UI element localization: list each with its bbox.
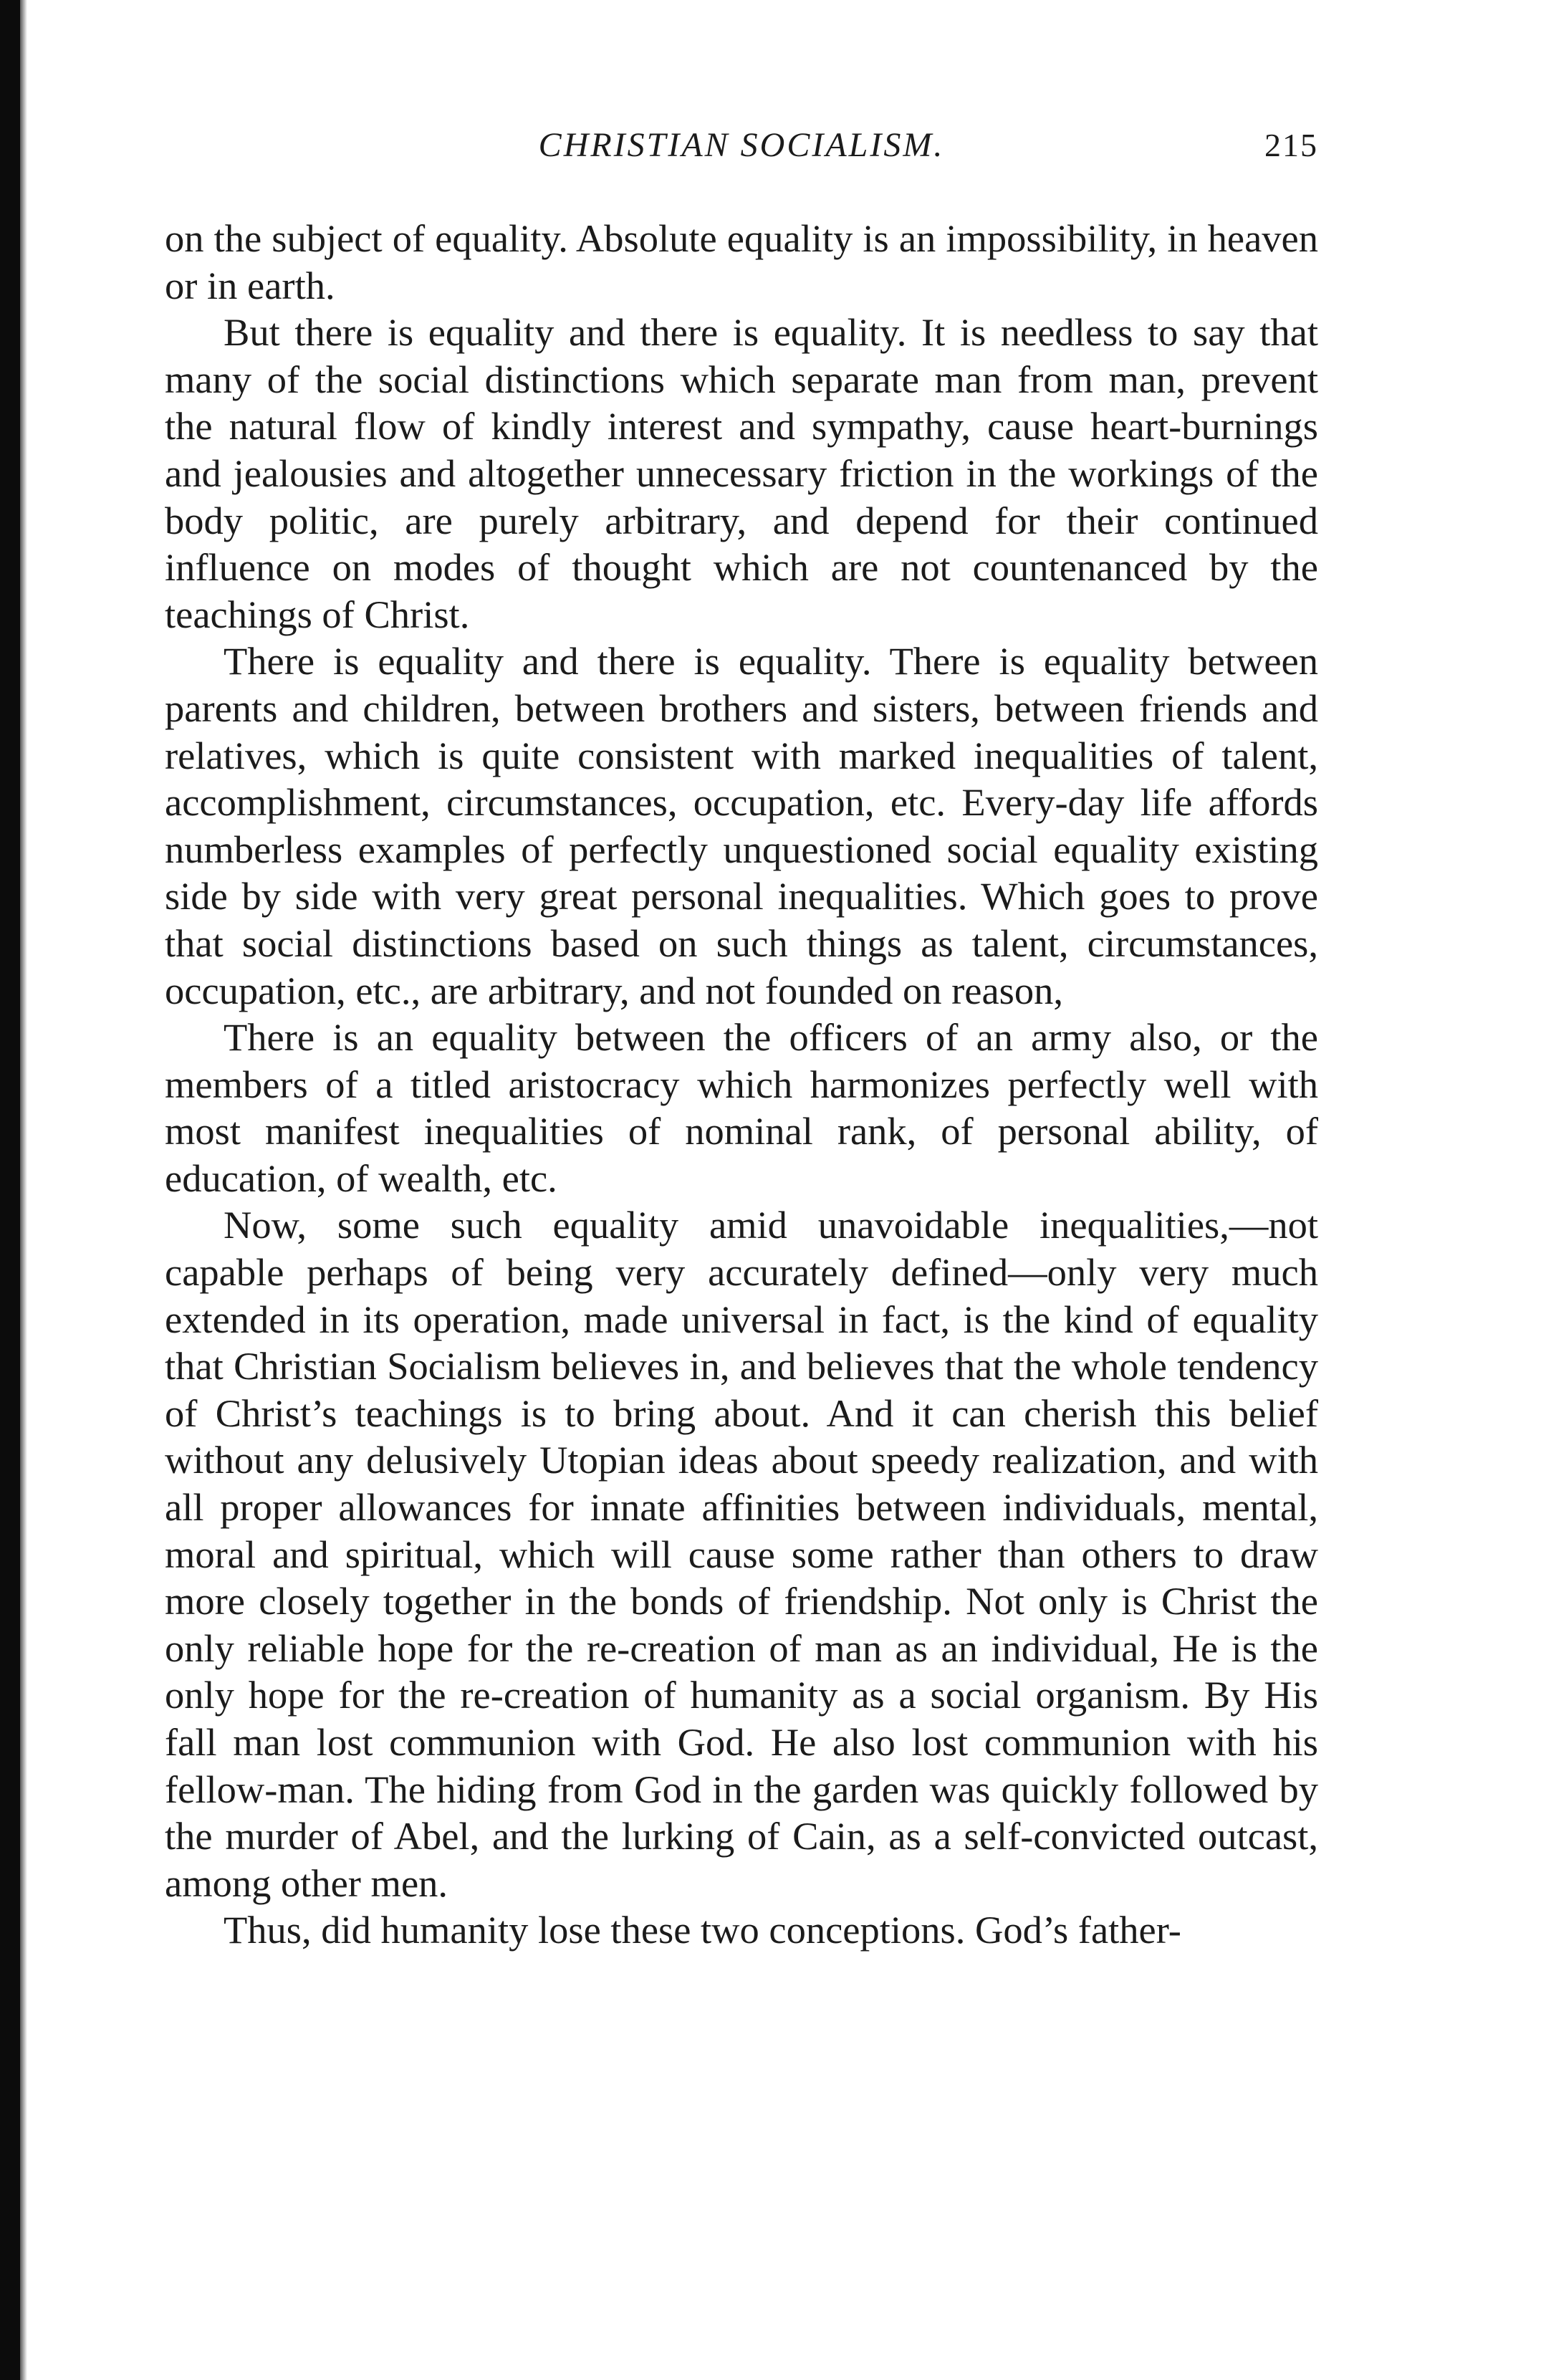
scan-edge-shadow [20, 0, 27, 2380]
paragraph-3: There is equality and there is equality. There is equality between parents and children, between brothers and sisters, between friends and relatives, which is quite consistent with marked inequalities of talent, accomplishment, circumstances, occupation, etc. Every-day life affords numberless examples of perfectly unquestioned social equality existing side by side with very great personal inequalities. Which goes to prove that social distinctions based on such things as talent, circumstances, occupation, etc., are arbitrary, and not founded on reason, [165, 639, 1318, 1012]
paragraph-4: There is an equality between the officers of an army also, or the members of a titled aristocracy which harmonizes perfectly well with most manifest inequalities of nominal rank, of personal ability, of education, of wealth, etc. [165, 1015, 1318, 1200]
paragraph-6: Thus, did humanity lose these two conceptions. God’s father- [224, 1908, 1181, 1952]
running-title: CHRISTIAN SOCIALISM. [538, 126, 945, 164]
body-text [165, 215, 1318, 1954]
paragraph-2: But there is equality and there is equality. It is needless to say that many of the social distinctions which separate man from man, prevent the natural flow of kindly interest and sympathy, cause heart-burnings and jealousies and altogether unnecessary friction in the workings of the body politic, are purely arbitrary, and depend for their continued influence on modes of thought which are not countenanced by the teachings of Christ. [165, 310, 1318, 636]
page-number: 215 [1264, 127, 1318, 163]
scan-binding-edge [0, 0, 20, 2380]
paragraph-1: on the subject of equality. Absolute equality is an impossibility, in heaven or in earth. [165, 216, 1318, 307]
paragraph-5: Now, some such equality amid unavoidable inequalities,—not capable perhaps of being very accurately defined—only very much extended in its operation, made universal in fact, is the kind of equality that Christian Socialism believes in, and believes that the whole tendency of Christ’s teachings is to bring about. And it can cherish this belief without any delusively Utopian ideas about speedy realization, and with all proper allowances for innate affinities between individuals, mental, moral and spiritual, which will cause some rather than others to draw more closely together in the bonds of friendship. Not only is Christ the only reliable hope for the re-creation of man as an individual, He is the only hope for the re-creation of humanity as a social organism. By His fall man lost communion with God. He also lost communion with his fellow-man. The hiding from God in the garden was quickly followed by the murder of Abel, and the lurking of Cain, as a self-convicted outcast, among other men. [165, 1203, 1318, 1905]
running-header [165, 120, 1318, 171]
